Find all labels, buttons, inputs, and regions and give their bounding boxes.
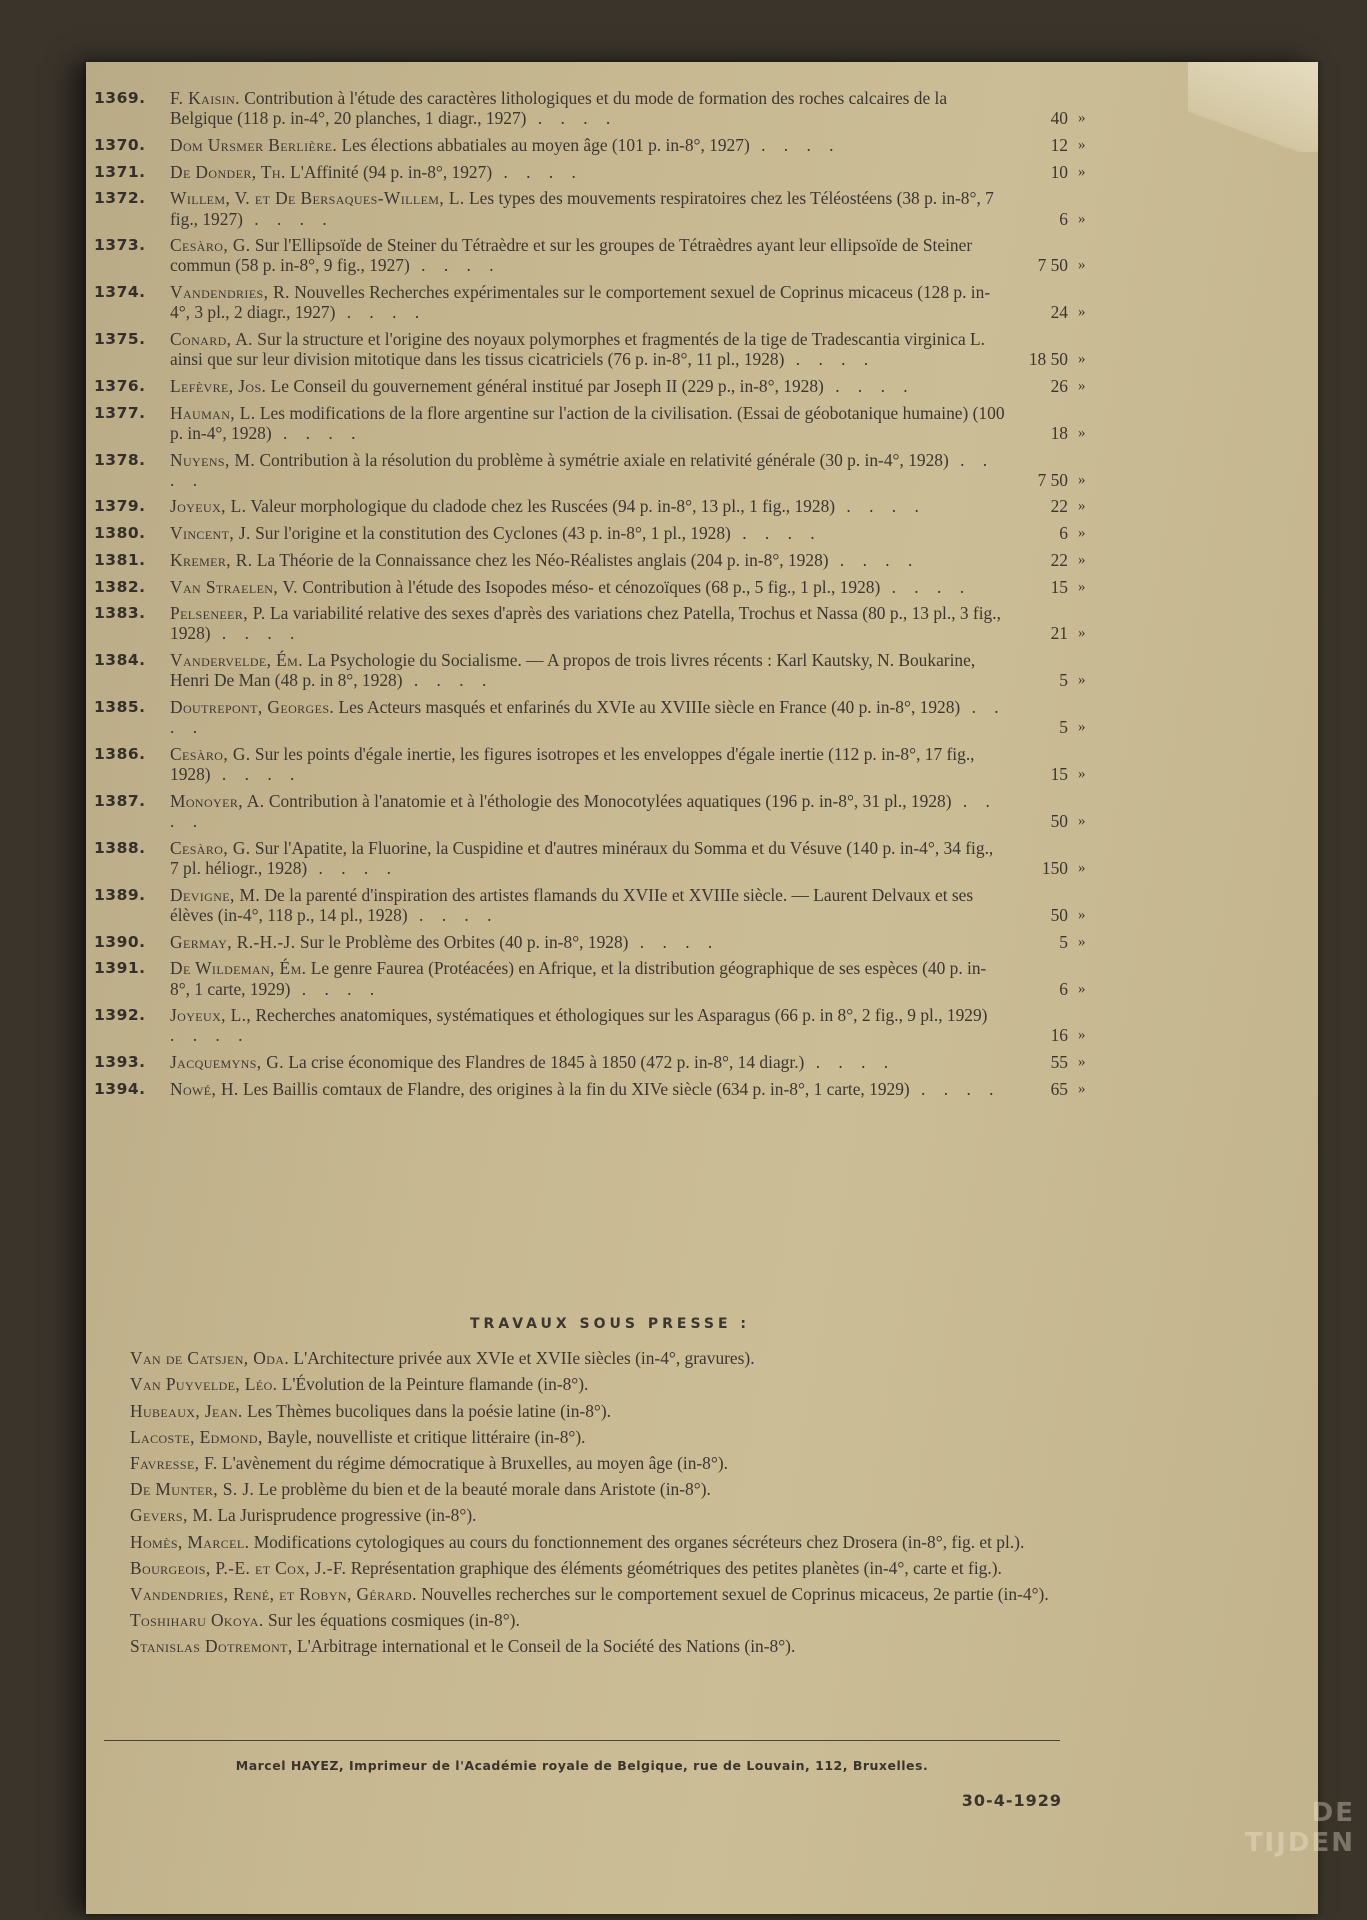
forthcoming-item xyxy=(130,1584,1090,1605)
price-unit: » xyxy=(1078,906,1086,923)
entry-title: Les modifications de la flore argentine sur l'action de la civilisation. (Essai de géobotanique humaine) (100 p. in-4°, 1928) xyxy=(170,402,1005,443)
entry-price: 5 xyxy=(1059,670,1068,691)
forthcoming-item xyxy=(130,1374,1090,1395)
forthcoming-title: Les Thèmes bucoliques dans la poésie latine (in-8°). xyxy=(247,1400,612,1421)
entry-author: Kremer, R. xyxy=(170,549,253,570)
price-unit: » xyxy=(1078,257,1086,274)
forthcoming-item xyxy=(130,1479,1090,1500)
dot-leader: . . . . xyxy=(909,1078,1001,1099)
entry-author: F. Kaisin. xyxy=(170,88,240,108)
price-unit: » xyxy=(1078,163,1086,180)
entry-text xyxy=(170,376,1014,396)
price-unit: » xyxy=(1078,551,1086,568)
entry-text xyxy=(170,577,1014,597)
catalogue-entry xyxy=(94,450,1104,490)
price-unit: » xyxy=(1078,578,1086,595)
entry-author: De Wildeman, Ém. xyxy=(170,958,307,979)
entry-price: 50 xyxy=(1050,811,1068,832)
entry-author: Doutrepont, Georges. xyxy=(170,697,335,718)
price-unit: » xyxy=(1078,1054,1086,1071)
forthcoming-author: Vandendries, René, et Robyn, Gérard. xyxy=(130,1584,417,1605)
catalogue-entry xyxy=(94,496,1104,516)
forthcoming-title: La Jurisprudence progressive (in-8°). xyxy=(217,1505,477,1526)
entry-number: 1382. xyxy=(94,577,146,596)
catalogue-entry xyxy=(94,135,1104,155)
entry-price: 65 xyxy=(1050,1078,1068,1099)
entry-price: 26 xyxy=(1050,375,1068,396)
forthcoming-author: De Munter, S. J. xyxy=(130,1479,255,1500)
entry-number: 1390. xyxy=(94,932,146,951)
entry-number: 1384. xyxy=(94,651,146,670)
entry-text xyxy=(170,403,1014,443)
entry-text xyxy=(170,744,1014,784)
price-unit: » xyxy=(1078,766,1086,783)
entry-author: Joyeux, L. xyxy=(170,496,247,517)
dot-leader: . . . . xyxy=(210,623,302,644)
entry-price: 5 xyxy=(1059,717,1068,738)
entry-title: Sur l'origine et la constitution des Cyclones (43 p. in-8°, 1 pl., 1928) xyxy=(255,523,731,544)
entry-text xyxy=(170,791,1014,831)
entry-text xyxy=(170,697,1014,737)
entry-number: 1381. xyxy=(94,550,146,569)
entry-number: 1374. xyxy=(94,283,146,302)
dot-leader: . . . . xyxy=(335,302,427,323)
entry-price: 22 xyxy=(1050,496,1068,517)
entry-number: 1387. xyxy=(94,791,146,810)
entry-number: 1394. xyxy=(94,1079,146,1098)
forthcoming-item xyxy=(130,1557,1090,1578)
price-unit: » xyxy=(1078,1027,1086,1044)
dot-leader: . . . . xyxy=(210,764,302,785)
forthcoming-author: Favresse, F. xyxy=(130,1453,218,1474)
entry-number: 1391. xyxy=(94,959,146,978)
entry-title: Contribution à la résolution du problème à symétrie axiale en relativité générale (30 p. in-4°, 1928) xyxy=(259,449,949,470)
entry-author: Hauman, L. xyxy=(170,402,256,423)
price-unit: » xyxy=(1078,625,1086,642)
entry-price: 5 xyxy=(1059,931,1068,952)
entry-text xyxy=(170,650,1014,690)
forthcoming-author: Van Puyvelde, Léo. xyxy=(130,1374,278,1395)
footer-divider xyxy=(104,1740,1060,1741)
catalogue-entry xyxy=(94,329,1104,369)
forthcoming-author: Toshiharu Okoya. xyxy=(130,1610,264,1631)
forthcoming-author: Lacoste, Edmond, xyxy=(130,1426,263,1447)
entry-text xyxy=(170,838,1014,878)
price-unit: » xyxy=(1078,377,1086,394)
forthcoming-title: Sur les équations cosmiques (in-8°). xyxy=(267,1610,520,1631)
entry-author: Vandervelde, Ém. xyxy=(170,650,303,671)
entry-title: Nouvelles Recherches expérimentales sur le comportement sexuel de Coprinus micaceus (128 p. in-4°, 3 pl., 2 diagr., 1927) xyxy=(170,282,991,323)
dot-leader: . . . . xyxy=(823,375,915,396)
entry-price: 22 xyxy=(1050,549,1068,570)
catalogue-entry xyxy=(94,650,1104,690)
torn-corner xyxy=(1188,62,1318,152)
price-unit: » xyxy=(1078,210,1086,227)
catalogue-entry xyxy=(94,235,1104,275)
catalogue-entry xyxy=(94,403,1104,443)
price-unit: » xyxy=(1078,933,1086,950)
entry-text xyxy=(170,932,1014,952)
entry-price: 24 xyxy=(1050,302,1068,323)
price-unit: » xyxy=(1078,813,1086,830)
entry-price: 18 xyxy=(1050,422,1068,443)
entry-number: 1369. xyxy=(94,89,146,107)
entry-text xyxy=(170,188,1014,228)
entry-number: 1379. xyxy=(94,497,146,516)
dot-leader: . . . . xyxy=(730,523,822,544)
entry-title: De la parenté d'inspiration des artistes flamands du XVIIe et XVIIIe siècle. — Laurent Delvaux et ses élèves (in-4°, 118 p., 14 pl., 1928) xyxy=(170,884,974,925)
entry-author: Nowé, H. xyxy=(170,1078,239,1099)
forthcoming-list xyxy=(130,1348,1090,1657)
entry-price: 15 xyxy=(1050,576,1068,597)
catalogue-entry xyxy=(94,1005,1104,1045)
catalogue-entry xyxy=(94,1052,1104,1072)
forthcoming-item xyxy=(130,1610,1090,1631)
entry-title: Le Conseil du gouvernement général institué par Joseph II (229 p., in-8°, 1928) xyxy=(270,375,824,396)
entry-number: 1388. xyxy=(94,838,146,857)
entry-text xyxy=(170,523,1014,543)
dot-leader: . . . . xyxy=(290,978,382,999)
forthcoming-title: Modifications cytologiques au cours du fonctionnement des organes sécréteurs chez Drosera (in-8°, fig. et pl.). xyxy=(253,1531,1025,1552)
catalogue-entry xyxy=(94,188,1104,228)
entry-author: Nuyens, M. xyxy=(170,449,256,470)
catalogue-entry xyxy=(94,791,1104,831)
entry-title: Contribution à l'étude des caractères lithologiques et du mode de formation des roches calcaires de la Belgique (118 p. in-4°, 20 planches, 1 diagr., 1927) xyxy=(170,88,948,129)
dot-leader: . . . . xyxy=(402,670,494,691)
price-unit: » xyxy=(1078,110,1086,127)
dot-leader: . . . . xyxy=(242,208,334,229)
entry-number: 1380. xyxy=(94,524,146,543)
entry-price: 18 50 xyxy=(1028,349,1068,370)
catalogue-entry xyxy=(94,603,1104,643)
dot-leader: . . . . xyxy=(307,858,398,878)
entry-number: 1371. xyxy=(94,162,146,181)
catalogue-entry xyxy=(94,282,1104,322)
entry-author: Jacquemyns, G. xyxy=(170,1052,284,1073)
forthcoming-works-section xyxy=(130,1314,1090,1663)
forthcoming-item xyxy=(130,1453,1090,1474)
entry-title: Sur l'Ellipsoïde de Steiner du Tétraèdre et sur les groupes de Tétraèdres ayant leur ellipsoïde de Steiner commun (58 p. in-8°, 9 fig., 1927) xyxy=(170,235,973,276)
entry-text xyxy=(170,235,1014,275)
dot-leader: . . . . xyxy=(628,931,720,952)
catalogue-entry xyxy=(94,523,1104,543)
dot-leader: . . . . xyxy=(170,697,1006,738)
forthcoming-author: Homès, Marcel. xyxy=(130,1531,250,1552)
entry-title: Sur la structure et l'origine des noyaux polymorphes et fragmentés de la tige de Tradescantia virginica L. ainsi que sur leur division mitotique dans les tissus cicatriciels (76 p. in-8°, 11 pl., 1928) xyxy=(170,329,985,370)
entry-price: 15 xyxy=(1050,764,1068,785)
price-unit: » xyxy=(1078,672,1086,689)
entry-title: Sur les points d'égale inertie, les figures isotropes et les enveloppes d'égale inertie (112 p. in-8°, 17 fig., 1928) xyxy=(170,743,975,785)
dot-leader: . . . . xyxy=(170,790,997,832)
price-unit: » xyxy=(1078,424,1086,441)
dot-leader: . . . . xyxy=(880,576,972,597)
entry-author: Lefèvre, Jos. xyxy=(170,375,267,396)
catalogue-entry xyxy=(94,885,1104,925)
entry-number: 1372. xyxy=(94,189,146,208)
entry-text xyxy=(170,603,1014,643)
entry-number: 1375. xyxy=(94,330,146,349)
forthcoming-item xyxy=(130,1505,1090,1526)
entry-author: Devigne, M. xyxy=(170,884,261,905)
entry-title: Contribution à l'anatomie et à l'éthologie des Monocotylées aquatiques (196 p. in-8°, 31 pl., 1928) xyxy=(268,790,952,811)
forthcoming-title: L'avènement du régime démocratique à Bruxelles, au moyen âge (in-8°). xyxy=(221,1453,728,1474)
print-date: 30-4-1929 xyxy=(961,1791,1062,1810)
entry-title: La crise économique des Flandres de 1845 à 1850 (472 p. in-8°, 14 diagr.) xyxy=(288,1052,805,1073)
catalogue-entry xyxy=(94,376,1104,396)
entry-price: 10 xyxy=(1050,161,1068,182)
forthcoming-author: Gevers, M. xyxy=(130,1505,214,1526)
entry-number: 1392. xyxy=(94,1006,146,1025)
forthcoming-author: Bourgeois, P.-E. et Cox, J.-F. xyxy=(130,1557,347,1578)
entry-text xyxy=(170,885,1014,925)
entry-price: 21 xyxy=(1050,623,1068,644)
forthcoming-item xyxy=(130,1531,1090,1552)
dot-leader: . . . . xyxy=(526,108,618,129)
entry-price: 150 xyxy=(1041,858,1068,878)
catalogue-entry xyxy=(94,550,1104,570)
entry-number: 1393. xyxy=(94,1053,146,1072)
dot-leader: . . . . xyxy=(271,422,363,443)
dot-leader: . . . . xyxy=(804,1052,896,1073)
entry-title: Le genre Faurea (Protéacées) en Afrique, et la distribution géographique de ses espèces (40 p. in-8°, 1 carte, 1929) xyxy=(170,958,987,999)
forthcoming-item xyxy=(130,1636,1090,1657)
dot-leader: . . . . xyxy=(409,255,501,276)
price-unit: » xyxy=(1078,1080,1086,1097)
dot-leader: . . . . xyxy=(492,161,583,182)
catalogue-entry xyxy=(94,958,1104,998)
catalogue-entry xyxy=(94,88,1104,128)
entry-price: 50 xyxy=(1050,904,1068,925)
forthcoming-item xyxy=(130,1348,1090,1369)
entry-number: 1389. xyxy=(94,885,146,904)
entry-title: La Psychologie du Socialisme. — A propos de trois livres récents : Karl Kautsky, N. Boukarine, Henri De Man (48 p. in 8°, 1928) xyxy=(170,650,976,691)
forthcoming-title: Nouvelles recherches sur le comportement sexuel de Coprinus micaceus, 2e partie (in-4°). xyxy=(421,1584,1049,1605)
entry-text xyxy=(170,135,1014,155)
entry-author: Willem, V. et De Bersaques-Willem, L. xyxy=(170,188,465,209)
entry-number: 1385. xyxy=(94,698,146,717)
entry-title: Sur l'Apatite, la Fluorine, la Cuspidine et d'autres minéraux du Somma et du Vésuve (140 p. in-4°, 34 fig., 7 pl. héliogr., 1928) xyxy=(170,837,994,878)
entry-title: Sur le Problème des Orbites (40 p. in-8°, 1928) xyxy=(299,931,629,952)
entry-text xyxy=(170,450,1014,490)
entry-author: Pelseneer, P. xyxy=(170,603,266,624)
publication-catalogue xyxy=(94,88,1104,1106)
forthcoming-title: Représentation graphique des éléments géométriques des petites planètes (in-4°, carte et fig.). xyxy=(350,1557,1002,1578)
entry-number: 1376. xyxy=(94,376,146,395)
entry-number: 1373. xyxy=(94,236,146,255)
price-unit: » xyxy=(1078,980,1086,997)
watermark-logo: DE TIJDEN xyxy=(1244,1798,1355,1858)
price-unit: » xyxy=(1078,860,1086,876)
entry-text xyxy=(170,496,1014,516)
entry-text xyxy=(170,162,1014,182)
entry-author: Monoyer, A. xyxy=(170,790,265,811)
entry-title: La variabilité relative des sexes d'après des variations chez Patella, Trochus et Nassa (80 p., 13 pl., 3 fig., 1928) xyxy=(170,603,1001,644)
catalogue-entry xyxy=(94,1079,1104,1099)
entry-text xyxy=(170,282,1014,322)
entry-author: Joyeux, L., xyxy=(170,1005,252,1026)
entry-author: De Donder, Th. xyxy=(170,161,286,182)
entry-number: 1378. xyxy=(94,450,146,469)
catalogue-entry xyxy=(94,744,1104,784)
entry-author: Cesàro, G. xyxy=(170,235,251,256)
forthcoming-title: L'Arbitrage international et le Conseil de la Société des Nations (in-8°). xyxy=(297,1636,796,1657)
entry-author: Germay, R.-H.-J. xyxy=(170,931,296,952)
dot-leader: . . . . xyxy=(749,134,841,155)
catalogue-entry xyxy=(94,838,1104,878)
entry-title: Recherches anatomiques, systématiques et éthologiques sur les Asparagus (66 p. in 8°, 2 fig., 9 pl., 1929) xyxy=(255,1005,988,1026)
entry-title: Contribution à l'étude des Isopodes méso- et cénozoïques (68 p., 5 fig., 1 pl., 1928) xyxy=(302,576,881,597)
dot-leader: . . . . xyxy=(828,549,920,570)
entry-text xyxy=(170,958,1014,998)
catalogue-entry xyxy=(94,162,1104,182)
entry-text xyxy=(170,550,1014,570)
forthcoming-item xyxy=(130,1400,1090,1421)
forthcoming-author: Stanislas Dotremont, xyxy=(130,1636,293,1657)
forthcoming-item xyxy=(130,1426,1090,1447)
entry-title: La Théorie de la Connaissance chez les Néo-Réalistes anglais (204 p. in-8°, 1928) xyxy=(256,549,829,570)
entry-number: 1383. xyxy=(94,604,146,623)
entry-title: Les types des mouvements respiratoires chez les Téléostéens (38 p. in-8°, 7 fig., 1927) xyxy=(170,188,994,229)
entry-price: 55 xyxy=(1050,1052,1068,1073)
entry-author: Conard, A. xyxy=(170,329,253,350)
price-unit: » xyxy=(1078,136,1086,153)
forthcoming-author: Van de Catsjen, Oda. xyxy=(130,1348,290,1369)
entry-text xyxy=(170,329,1014,369)
entry-number: 1370. xyxy=(94,135,146,154)
entry-price: 16 xyxy=(1050,1025,1068,1046)
entry-price: 6 xyxy=(1059,978,1068,999)
dot-leader: . . . . xyxy=(784,349,876,370)
price-unit: » xyxy=(1078,525,1086,542)
entry-number: 1386. xyxy=(94,744,146,763)
entry-title: Les Baillis comtaux de Flandre, des origines à la fin du XIVe siècle (634 p. in-8°, 1 carte, 1929) xyxy=(243,1078,910,1099)
section-title: TRAVAUX SOUS PRESSE : xyxy=(469,1316,751,1332)
price-unit: » xyxy=(1078,471,1086,488)
entry-text xyxy=(170,1079,1014,1099)
printer-imprint: Marcel HAYEZ, Imprimeur de l'Académie royale de Belgique, rue de Louvain, 112, Bruxelles. xyxy=(235,1758,929,1773)
forthcoming-title: L'Évolution de la Peinture flamande (in-8°). xyxy=(281,1374,589,1395)
entry-author: Cesàro, G. xyxy=(170,743,251,764)
entry-price: 6 xyxy=(1059,523,1068,544)
entry-price: 40 xyxy=(1050,108,1068,129)
entry-text xyxy=(170,1005,1014,1045)
forthcoming-title: Bayle, nouvelliste et critique littéraire (in-8°). xyxy=(267,1426,586,1447)
forthcoming-author: Hubeaux, Jean. xyxy=(130,1400,243,1421)
dot-leader: . . . . xyxy=(170,1025,250,1046)
catalogue-entry xyxy=(94,932,1104,952)
entry-author: Van Straelen, V. xyxy=(170,576,299,597)
price-unit: » xyxy=(1078,498,1086,515)
entry-text xyxy=(170,88,1014,128)
entry-price: 7 50 xyxy=(1037,255,1068,276)
dot-leader: . . . . xyxy=(835,496,926,517)
forthcoming-title: L'Architecture privée aux XVIe et XVIIe siècles (in-4°, gravures). xyxy=(293,1348,755,1369)
entry-title: Les Acteurs masqués et enfarinés du XVIe au XVIIIe siècle en France (40 p. in-8°, 1928) xyxy=(338,697,961,718)
catalogue-entry xyxy=(94,697,1104,737)
entry-price: 7 50 xyxy=(1037,469,1068,490)
entry-price: 12 xyxy=(1050,134,1068,155)
entry-price: 6 xyxy=(1059,208,1068,229)
catalogue-entry xyxy=(94,577,1104,597)
dot-leader: . . . . xyxy=(407,904,499,925)
price-unit: » xyxy=(1078,304,1086,321)
entry-title: Valeur morphologique du cladode chez les Ruscées (94 p. in-8°, 13 pl., 1 fig., 1928) xyxy=(250,496,836,517)
entry-title: L'Affinité (94 p. in-8°, 1927) xyxy=(290,161,493,182)
entry-author: Vandendries, R. xyxy=(170,282,290,303)
entry-text xyxy=(170,1052,1014,1072)
entry-title: Les élections abbatiales au moyen âge (101 p. in-8°, 1927) xyxy=(341,134,750,155)
price-unit: » xyxy=(1078,351,1086,368)
entry-author: Cesàro, G. xyxy=(170,837,251,858)
entry-number: 1377. xyxy=(94,403,146,422)
forthcoming-title: Le problème du bien et de la beauté morale dans Aristote (in-8°). xyxy=(258,1479,711,1500)
price-unit: » xyxy=(1078,719,1086,736)
dot-leader: . . . . xyxy=(170,449,995,490)
entry-author: Vincent, J. xyxy=(170,523,251,544)
entry-author: Dom Ursmer Berlière. xyxy=(170,134,338,155)
